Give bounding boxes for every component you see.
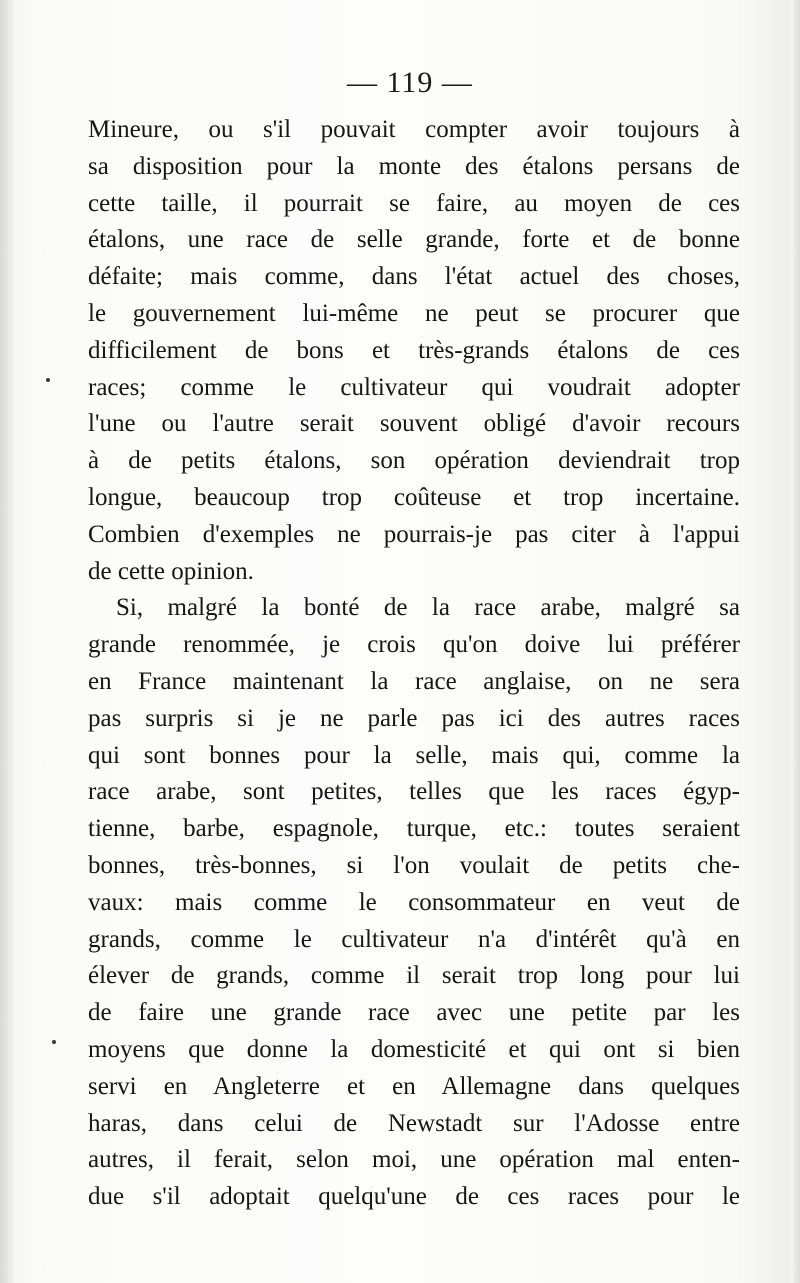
- text-line: Mineure, ou s'il pouvait compter avoir toujours à: [88, 116, 740, 143]
- text-line: étalons, une race de selle grande, forte et de bonne: [88, 226, 740, 254]
- text-line: de faire une grande race avec une petite par les: [88, 999, 740, 1027]
- text-line: race arabe, sont petites, telles que les races égyp-: [88, 778, 740, 806]
- text-line: l'une ou l'autre serait souvent obligé d'avoir recours: [88, 410, 740, 438]
- text-line: qui sont bonnes pour la selle, mais qui, comme la: [88, 741, 740, 769]
- text-line: difficilement de bons et très-grands étalons de ces: [88, 336, 740, 364]
- text-line: moyens que donne la domesticité et qui ont si bien: [88, 1035, 740, 1063]
- text-line: vaux: mais comme le consommateur en veut de: [88, 888, 740, 916]
- text-line: sa disposition pour la monte des étalons persans de: [88, 152, 740, 180]
- paragraph-start-line: Si, malgré la bonté de la race arabe, malgré sa: [116, 594, 740, 622]
- text-line: élever de grands, comme il serait trop long pour lui: [88, 962, 740, 990]
- text-line: grands, comme le cultivateur n'a d'intérêt qu'à en: [88, 925, 740, 953]
- text-line: cette taille, il pourrait se faire, au moyen de ces: [88, 189, 740, 217]
- text-line: bonnes, très-bonnes, si l'on voulait de petits che-: [88, 851, 740, 879]
- paragraph-end-line: de cette opinion.: [88, 557, 254, 585]
- text-line: tienne, barbe, espagnole, turque, etc.: toutes seraient: [88, 815, 740, 843]
- paper-speck: [46, 378, 50, 382]
- text-line: haras, dans celui de Newstadt sur l'Adosse entre: [88, 1109, 740, 1137]
- text-line: défaite; mais comme, dans l'état actuel des choses,: [88, 263, 740, 291]
- text-line: servi en Angleterre et en Allemagne dans quelques: [88, 1072, 740, 1100]
- paper-speck: [52, 1040, 56, 1044]
- text-line: due s'il adoptait quelqu'une de ces races pour le: [88, 1183, 740, 1211]
- text-line: le gouvernement lui-même ne peut se procurer que: [88, 299, 740, 327]
- body-text: [88, 112, 740, 1216]
- page-edge-shadow: [790, 0, 800, 1283]
- text-line: à de petits étalons, son opération deviendrait trop: [88, 447, 740, 475]
- text-line: longue, beaucoup trop coûteuse et trop incertaine.: [88, 483, 740, 511]
- text-line: races; comme le cultivateur qui voudrait adopter: [88, 373, 740, 401]
- page-number: — 119 —: [347, 66, 473, 99]
- text-line: en France maintenant la race anglaise, on ne sera: [88, 667, 740, 695]
- page-gutter-shadow: [0, 0, 14, 1283]
- text-line: pas surpris si je ne parle pas ici des autres races: [88, 704, 740, 732]
- text-line: autres, il ferait, selon moi, une opération mal enten-: [88, 1146, 740, 1174]
- text-line: Combien d'exemples ne pourrais-je pas citer à l'appui: [88, 520, 740, 548]
- text-line: grande renommée, je crois qu'on doive lui préférer: [88, 631, 740, 659]
